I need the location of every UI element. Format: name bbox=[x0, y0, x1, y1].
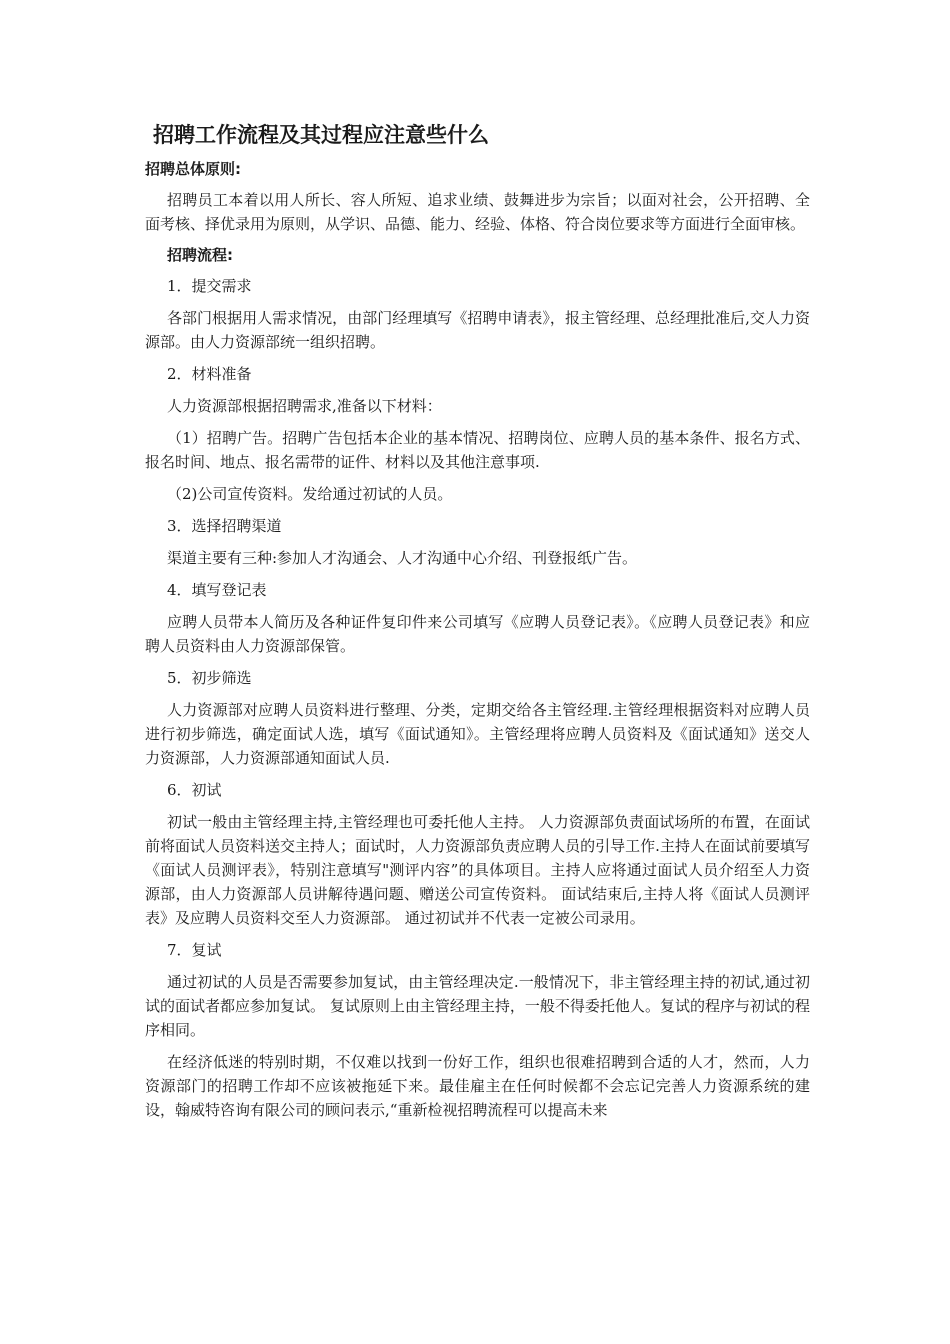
step-title: 3．选择招聘渠道 bbox=[167, 517, 282, 535]
paragraph: 应聘人员带本人简历及各种证件复印件来公司填写《应聘人员登记表》。《应聘人员登记表》和应聘人员资料由人力资源部保管。 bbox=[145, 613, 810, 655]
paragraph: 渠道主要有三种:参加人才沟通会、人才沟通中心介绍、刊登报纸广告。 bbox=[167, 549, 638, 567]
step-title: 2．材料准备 bbox=[167, 365, 252, 383]
step-title: 6．初试 bbox=[167, 781, 222, 799]
document-title: 招聘工作流程及其过程应注意些什么 bbox=[153, 123, 489, 147]
step-title: 4．填写登记表 bbox=[167, 581, 267, 599]
step-title: 5．初步筛选 bbox=[167, 669, 252, 687]
step-title: 1．提交需求 bbox=[167, 277, 252, 295]
step-title: 7．复试 bbox=[167, 941, 222, 959]
paragraph: 在经济低迷的特别时期，不仅难以找到一份好工作，组织也很难招聘到合适的人才，然而，人力资源部门的招聘工作却不应该被拖延下来。最佳雇主在任何时候都不会忘记完善人力资源系统的建设，翰威特咨询有限公司的顾问表示,“重新检视招聘流程可以提高未来 bbox=[145, 1053, 810, 1119]
paragraph: 人力资源部根据招聘需求,准备以下材料： bbox=[167, 397, 442, 415]
principle-paragraph: 招聘员工本着以用人所长、容人所短、追求业绩、鼓舞进步为宗旨；以面对社会，公开招聘、全面考核、择优录用为原则，从学识、品德、能力、经验、体格、符合岗位要求等方面进行全面审核。 bbox=[145, 191, 810, 233]
paragraph: 通过初试的人员是否需要参加复试，由主管经理决定.一般情况下，非主管经理主持的初试,通过初试的面试者都应参加复试。 复试原则上由主管经理主持，一般不得委托他人。复试的程序与初试的程序相同。 bbox=[145, 973, 810, 1039]
paragraph: 初试一般由主管经理主持,主管经理也可委托他人主持。 人力资源部负责面试场所的布置，在面试前将面试人员资料送交主持人；面试时，人力资源部负责应聘人员的引导工作.主持人在面试前要填写《面试人员测评表》，特别注意填写"测评内容”的具体项目。主持人应将通过面试人员介绍至人力资源部，由人力资源部人员讲解待遇问题、赠送公司宣传资料。 面试结束后,主持人将《面试人员测评表》及应聘人员资料交至人力资源部。 通过初试并不代表一定被公司录用。 bbox=[145, 813, 810, 927]
principle-heading: 招聘总体原则: bbox=[145, 160, 241, 178]
paragraph: 各部门根据用人需求情况，由部门经理填写《招聘申请表》，报主管经理、总经理批准后,交人力资源部。由人力资源部统一组织招聘。 bbox=[145, 309, 810, 351]
document-body bbox=[145, 118, 810, 1130]
paragraph: （1）招聘广告。招聘广告包括本企业的基本情况、招聘岗位、应聘人员的基本条件、报名方式、报名时间、地点、报名需带的证件、材料以及其他注意事项. bbox=[145, 429, 810, 471]
paragraph: 人力资源部对应聘人员资料进行整理、分类，定期交给各主管经理.主管经理根据资料对应聘人员进行初步筛选，确定面试人选，填写《面试通知》。主管经理将应聘人员资料及《面试通知》送交人力资源部，人力资源部通知面试人员. bbox=[145, 701, 810, 767]
paragraph: （2)公司宣传资料。发给通过初试的人员。 bbox=[167, 485, 453, 503]
process-heading: 招聘流程: bbox=[167, 246, 233, 264]
